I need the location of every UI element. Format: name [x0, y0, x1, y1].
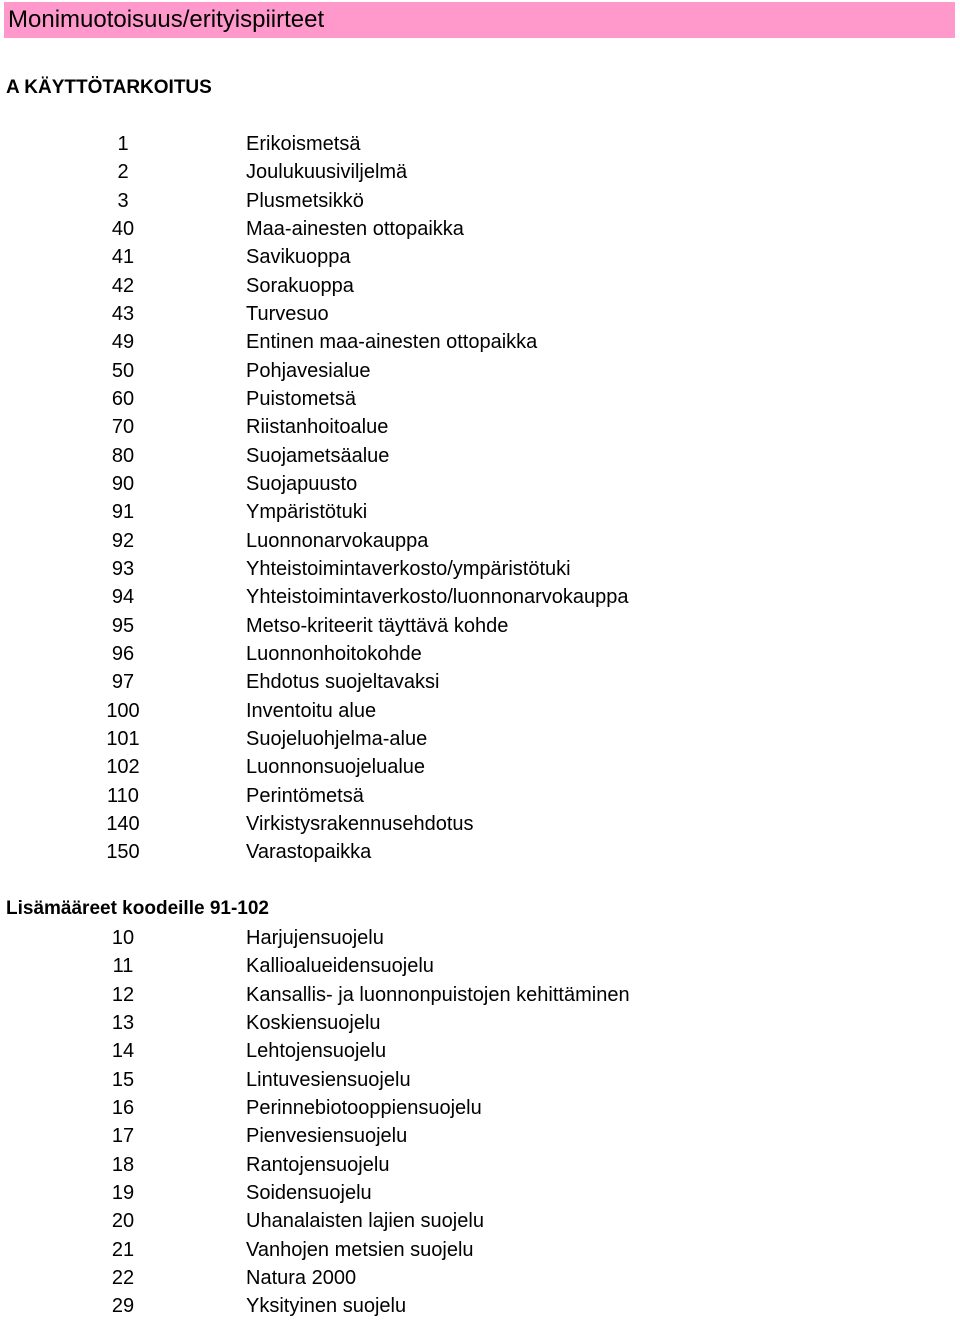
- item-code: 60: [111, 387, 135, 410]
- list-item: [0, 358, 960, 386]
- list-item: [0, 584, 960, 612]
- item-label: Kansallis- ja luonnonpuistojen kehittäminen: [246, 983, 630, 1006]
- list-item: [0, 188, 960, 216]
- item-label: Perintömetsä: [246, 784, 364, 807]
- list-item: [0, 1265, 960, 1293]
- list-item: [0, 925, 960, 953]
- item-code: 95: [111, 614, 135, 637]
- list-item: [0, 811, 960, 839]
- list-item: [0, 131, 960, 159]
- item-code: 13: [111, 1011, 135, 1034]
- item-code: 80: [111, 444, 135, 467]
- list-item: [0, 783, 960, 811]
- item-code: 102: [106, 756, 140, 779]
- page-title: Monimuotoisuus/erityispiirteet: [4, 2, 955, 38]
- code-list-kayttotarkoitus: [0, 131, 960, 868]
- list-item: [0, 953, 960, 981]
- item-label: Lehtojensuojelu: [246, 1040, 387, 1063]
- item-label: Virkistysrakennusehdotus: [246, 812, 474, 835]
- list-item: [0, 159, 960, 187]
- item-code: 18: [111, 1153, 135, 1176]
- item-code: 94: [111, 586, 135, 609]
- item-code: 3: [117, 189, 129, 212]
- item-code: 100: [106, 699, 140, 722]
- item-label: Soidensuojelu: [246, 1181, 372, 1204]
- item-label: Suojapuusto: [246, 472, 358, 495]
- item-label: Puistometsä: [246, 387, 357, 410]
- item-label: Suojametsäalue: [246, 444, 390, 467]
- list-item: [0, 1237, 960, 1265]
- list-item: [0, 443, 960, 471]
- list-item: [0, 613, 960, 641]
- item-label: Joulukuusiviljelmä: [246, 161, 408, 184]
- item-code: 16: [111, 1096, 135, 1119]
- item-code: 93: [111, 557, 135, 580]
- item-code: 10: [111, 927, 135, 949]
- item-code: 150: [106, 841, 140, 864]
- item-label: Inventoitu alue: [246, 699, 377, 722]
- item-code: 43: [111, 302, 135, 325]
- item-code: 140: [106, 812, 140, 835]
- item-label: Varastopaikka: [246, 841, 372, 864]
- list-item: [0, 216, 960, 244]
- item-code: 20: [111, 1210, 135, 1233]
- item-code: 15: [111, 1068, 135, 1091]
- item-code: 2: [117, 161, 129, 184]
- item-code: 14: [111, 1040, 135, 1063]
- item-code: 21: [111, 1238, 135, 1261]
- list-item: [0, 1067, 960, 1095]
- item-label: Turvesuo: [246, 302, 329, 325]
- section-heading-kayttotarkoitus: A KÄYTTÖTARKOITUS: [6, 77, 212, 98]
- item-code: 90: [111, 472, 135, 495]
- item-code: 22: [111, 1266, 135, 1289]
- item-code: 91: [111, 501, 135, 524]
- item-code: 49: [111, 331, 135, 354]
- item-code: 1: [117, 133, 129, 155]
- item-code: 17: [111, 1125, 135, 1148]
- item-label: Natura 2000: [246, 1266, 357, 1289]
- item-label: Pienvesiensuojelu: [246, 1125, 408, 1148]
- list-item: [0, 499, 960, 527]
- item-label: Luonnonsuojelualue: [246, 756, 426, 779]
- list-item: [0, 1010, 960, 1038]
- item-label: Entinen maa-ainesten ottopaikka: [246, 331, 538, 354]
- code-list-lisamaareet: [0, 925, 960, 1322]
- list-item: [0, 698, 960, 726]
- item-label: Uhanalaisten lajien suojelu: [246, 1210, 484, 1233]
- item-label: Maa-ainesten ottopaikka: [246, 217, 464, 240]
- list-item: [0, 754, 960, 782]
- list-item: [0, 528, 960, 556]
- item-label: Metso-kriteerit täyttävä kohde: [246, 614, 509, 637]
- list-item: [0, 301, 960, 329]
- item-label: Vanhojen metsien suojelu: [246, 1238, 474, 1261]
- section-heading-lisamaareet: Lisämääreet koodeille 91-102: [6, 898, 269, 919]
- item-code: 70: [111, 416, 135, 439]
- list-item: [0, 414, 960, 442]
- item-label: Lintuvesiensuojelu: [246, 1068, 411, 1091]
- item-label: Rantojensuojelu: [246, 1153, 390, 1176]
- list-item: [0, 1208, 960, 1236]
- list-item: [0, 1293, 960, 1321]
- item-code: 96: [111, 642, 135, 665]
- item-label: Luonnonarvokauppa: [246, 529, 429, 552]
- list-item: [0, 329, 960, 357]
- list-item: [0, 1095, 960, 1123]
- item-label: Yhteistoimintaverkosto/ympäristötuki: [246, 557, 571, 580]
- item-code: 101: [106, 727, 140, 750]
- list-item: [0, 1123, 960, 1151]
- item-label: Plusmetsikkö: [246, 189, 364, 212]
- item-code: 110: [107, 784, 139, 807]
- item-label: Ympäristötuki: [246, 501, 368, 524]
- item-label: Erikoismetsä: [246, 133, 361, 155]
- item-code: 11: [112, 955, 134, 978]
- list-item: [0, 556, 960, 584]
- list-item: [0, 726, 960, 754]
- item-code: 41: [111, 246, 135, 269]
- item-label: Suojeluohjelma-alue: [246, 727, 428, 750]
- item-label: Ehdotus suojeltavaksi: [246, 671, 440, 694]
- item-label: Riistanhoitoalue: [246, 416, 389, 439]
- item-label: Koskiensuojelu: [246, 1011, 381, 1034]
- item-label: Perinnebiotooppiensuojelu: [246, 1096, 482, 1119]
- item-code: 42: [111, 274, 135, 297]
- list-item: [0, 669, 960, 697]
- list-item: [0, 471, 960, 499]
- item-label: Luonnonhoitokohde: [246, 642, 422, 665]
- list-item: [0, 1180, 960, 1208]
- list-item: [0, 839, 960, 867]
- list-item: [0, 244, 960, 272]
- item-code: 92: [111, 529, 135, 552]
- item-code: 12: [111, 983, 135, 1006]
- list-item: [0, 982, 960, 1010]
- item-code: 19: [111, 1181, 135, 1204]
- item-label: Yhteistoimintaverkosto/luonnonarvokauppa: [246, 586, 629, 609]
- list-item: [0, 641, 960, 669]
- item-label: Yksityinen suojelu: [246, 1295, 407, 1318]
- list-item: [0, 1152, 960, 1180]
- item-code: 50: [111, 359, 135, 382]
- item-code: 97: [111, 671, 135, 694]
- item-label: Sorakuoppa: [246, 274, 354, 297]
- list-item: [0, 386, 960, 414]
- item-label: Harjujensuojelu: [246, 927, 384, 949]
- item-code: 40: [111, 217, 135, 240]
- list-item: [0, 1038, 960, 1066]
- item-label: Savikuoppa: [246, 246, 351, 269]
- list-item: [0, 273, 960, 301]
- item-label: Pohjavesialue: [246, 359, 371, 382]
- item-label: Kallioalueidensuojelu: [246, 955, 434, 978]
- item-code: 29: [111, 1295, 135, 1318]
